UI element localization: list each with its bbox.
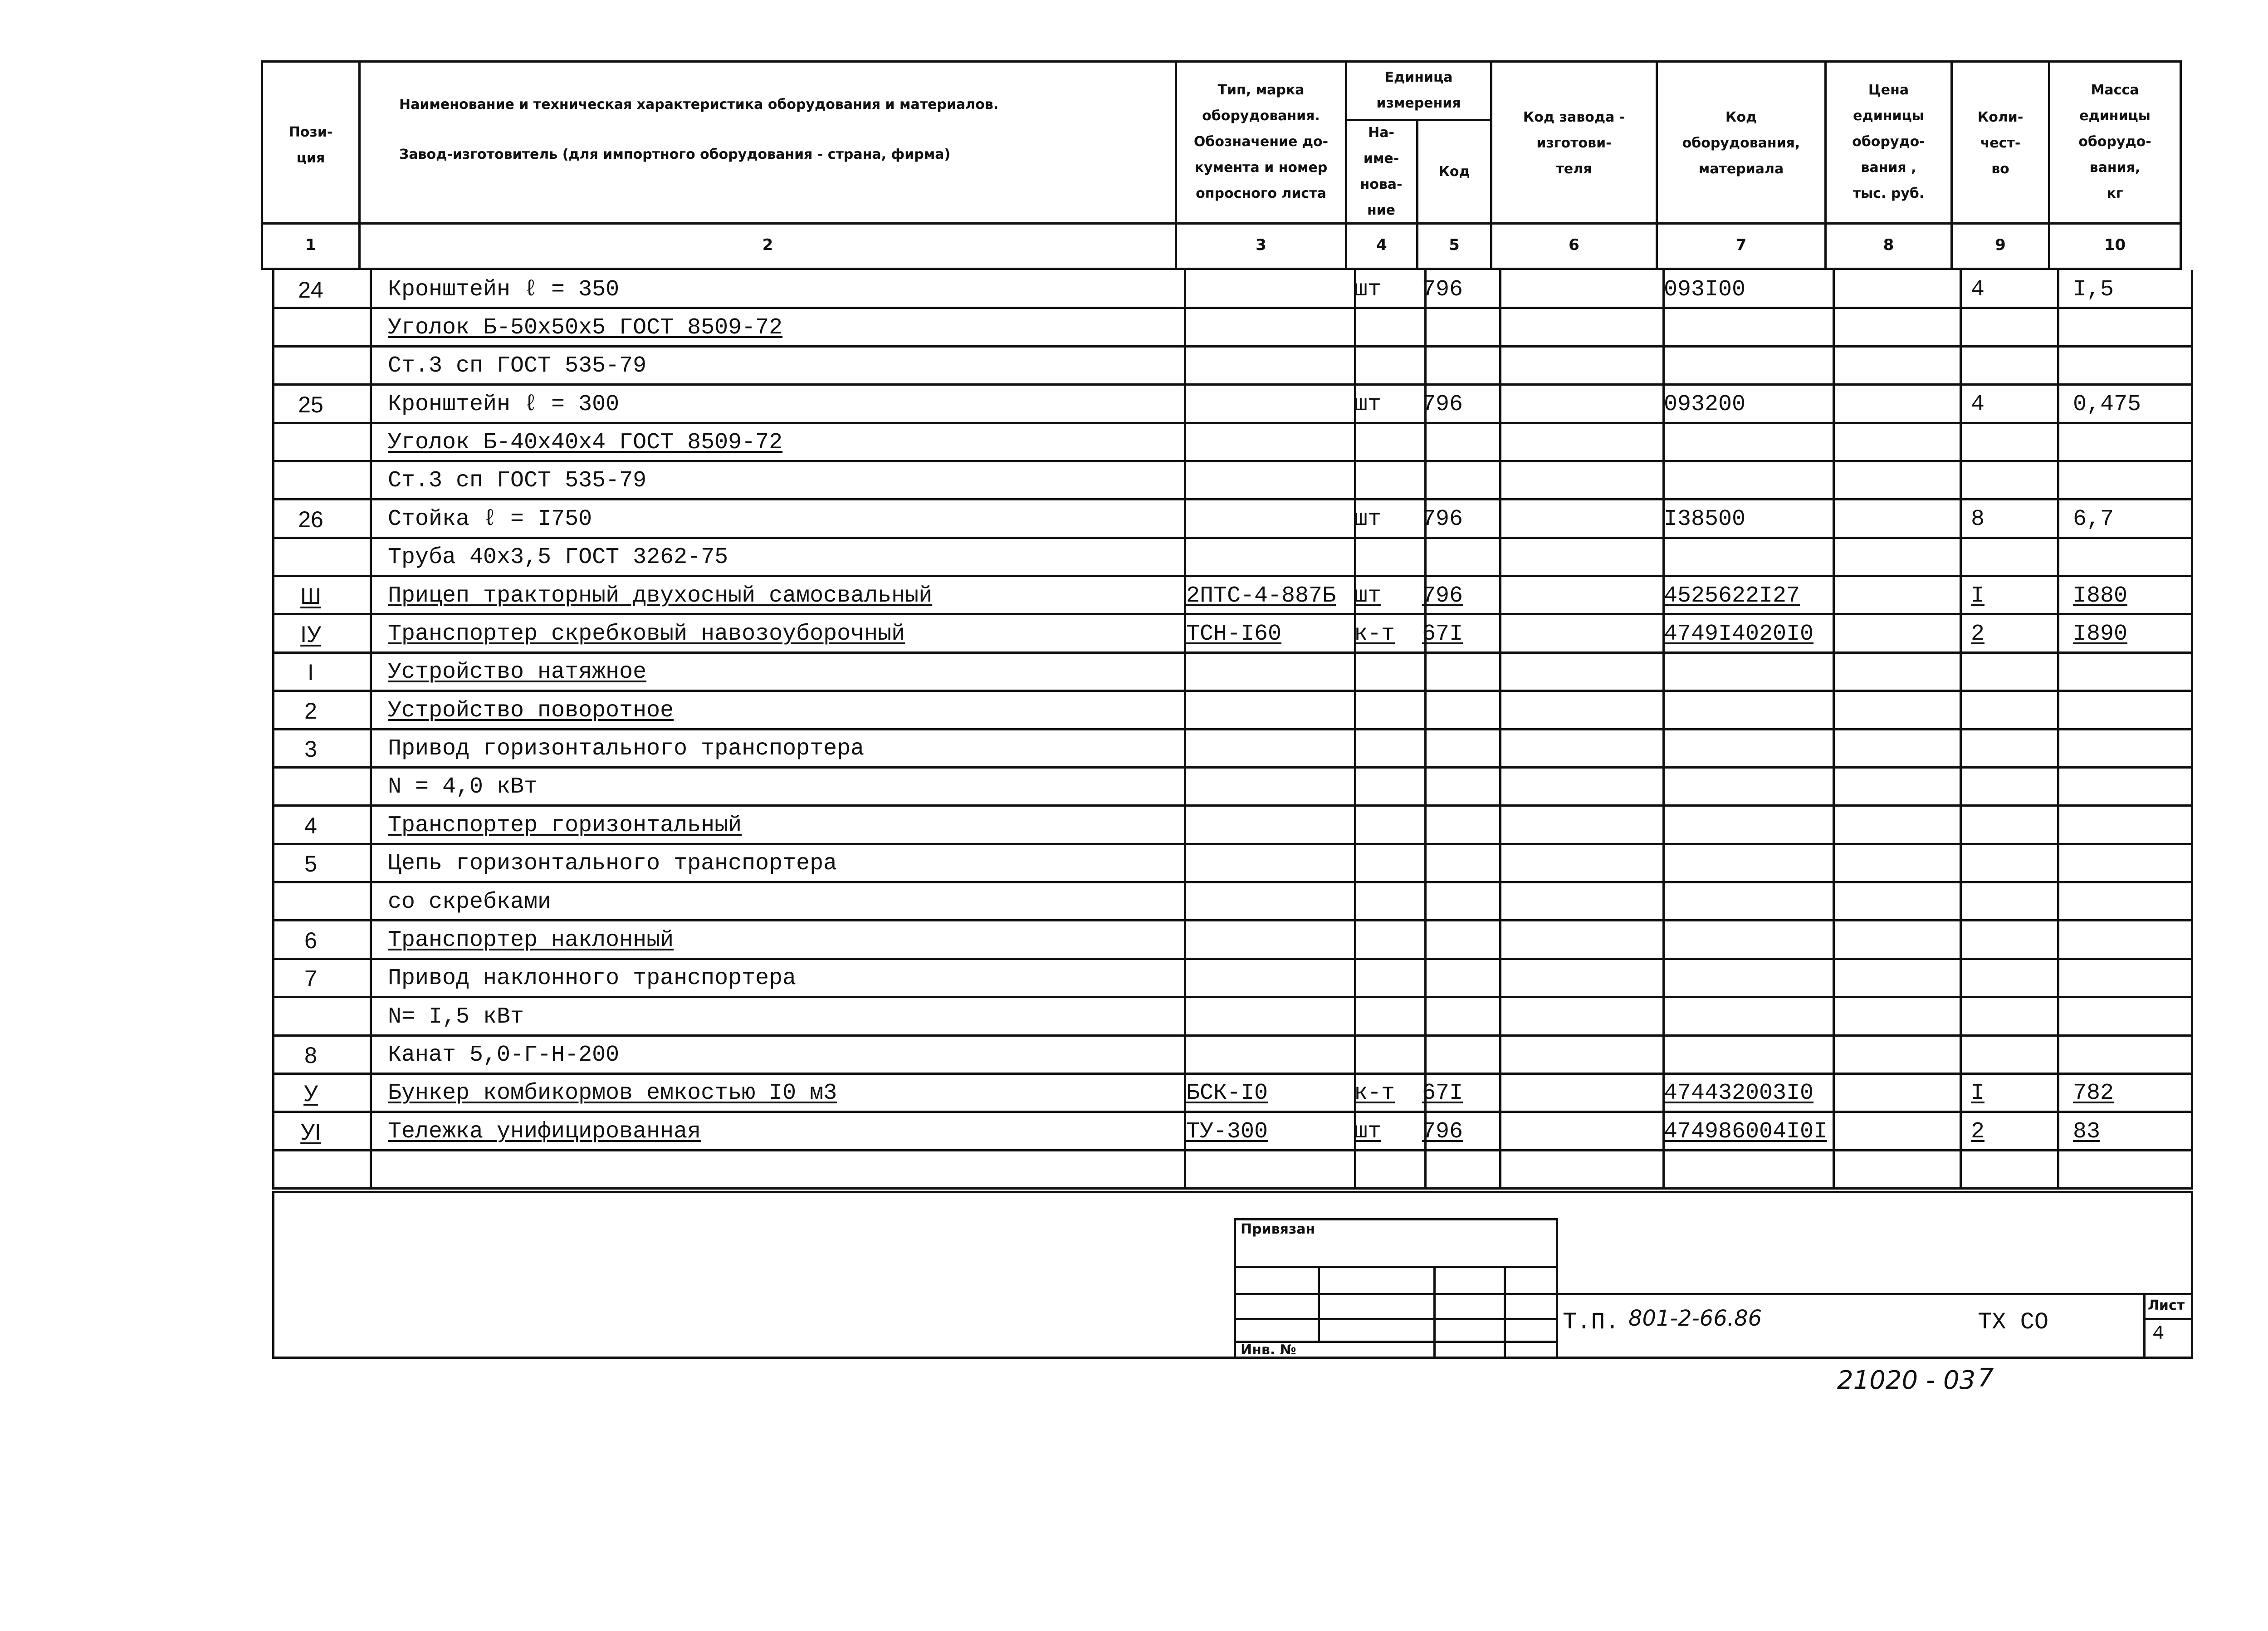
table-row-line bbox=[272, 613, 2193, 615]
column-number: 1 bbox=[305, 236, 316, 254]
cell-mass: I880 bbox=[2073, 583, 2128, 609]
privyazan-box-vline bbox=[1433, 1266, 1436, 1357]
cell-name: Кронштейн ℓ = 300 bbox=[388, 391, 620, 417]
table-row-line bbox=[272, 575, 2193, 577]
cell-mass: 6,7 bbox=[2073, 506, 2114, 532]
cell-code: 67I bbox=[1422, 1080, 1463, 1107]
sheet-number: 4 bbox=[2152, 1322, 2165, 1345]
cell-mcode: 474986004I0I bbox=[1664, 1118, 1828, 1145]
column-number: 8 bbox=[1883, 236, 1894, 254]
cell-name: N= I,5 кВт bbox=[388, 1004, 524, 1030]
cell-mcode: 4525622I27 bbox=[1664, 583, 1800, 609]
archive-number: 21020 - 03 bbox=[1837, 1366, 1976, 1395]
table-row-line bbox=[272, 1111, 2193, 1113]
table-row-line bbox=[272, 881, 2193, 883]
cell-name: Кронштейн ℓ = 350 bbox=[388, 276, 620, 303]
table-row-line bbox=[272, 498, 2193, 500]
cell-mcode: 093I00 bbox=[1664, 276, 1746, 303]
header-unit: Единица измерения bbox=[1376, 69, 1461, 111]
table-row-line bbox=[272, 307, 2193, 309]
column-number: 10 bbox=[2104, 236, 2126, 254]
cell-name: Уголок Б-50х50х5 ГОСТ 8509-72 bbox=[388, 314, 783, 341]
table-row-line bbox=[272, 460, 2193, 462]
cell-type: 2ПТС-4-887Б bbox=[1186, 583, 1336, 609]
cell-qty: 4 bbox=[1971, 276, 1985, 303]
cell-unit: шт bbox=[1354, 506, 1382, 532]
privyazan-box-vline bbox=[1234, 1218, 1236, 1357]
cell-code: 67I bbox=[1422, 621, 1463, 647]
header-unit-name: На- име- нова- ние bbox=[1360, 125, 1403, 218]
table-row-line bbox=[272, 996, 2193, 998]
cell-mcode: 474432003I0 bbox=[1664, 1080, 1814, 1107]
header-name-line1: Наименование и техническая характеристика оборудования и материалов. bbox=[399, 96, 999, 113]
privyazan-box-line bbox=[1234, 1318, 1556, 1320]
cell-unit: к-т bbox=[1354, 621, 1395, 647]
table-row-line bbox=[272, 728, 2193, 730]
stamp-left-line bbox=[272, 1191, 274, 1358]
cell-name: Труба 40х3,5 ГОСТ 3262-75 bbox=[388, 544, 728, 571]
cell-name: Ст.3 сп ГОСТ 535-79 bbox=[388, 468, 647, 494]
header-name-line2: Завод-изготовитель (для импортного оборудования - страна, фирма) bbox=[399, 146, 951, 162]
sheet-box-vline bbox=[2143, 1293, 2146, 1357]
stamp-right-line bbox=[2191, 1191, 2193, 1358]
cell-name: Цепь горизонтального транспортера bbox=[388, 851, 837, 877]
header-vline bbox=[2180, 60, 2182, 269]
cell-type: ТСН-I60 bbox=[1186, 621, 1282, 647]
cell-name: Стойка ℓ = I750 bbox=[388, 506, 592, 532]
cell-type: БСК-I0 bbox=[1186, 1080, 1268, 1107]
table-row-line bbox=[272, 804, 2193, 807]
cell-qty: 8 bbox=[1971, 506, 1985, 532]
archive-page: 7 bbox=[1978, 1363, 1994, 1393]
sheet-label: Лист bbox=[2148, 1298, 2185, 1313]
cell-name: Устройство натяжное bbox=[388, 659, 647, 686]
table-row-line bbox=[272, 843, 2193, 845]
cell-qty: 2 bbox=[1971, 1118, 1985, 1145]
cell-pos: 3 bbox=[304, 736, 317, 762]
cell-mass: 782 bbox=[2073, 1080, 2114, 1107]
cell-pos: I bbox=[308, 660, 314, 686]
column-number: 2 bbox=[762, 236, 773, 254]
column-number: 3 bbox=[1256, 236, 1266, 254]
cell-unit: шт bbox=[1354, 1118, 1382, 1145]
table-top-border bbox=[261, 60, 2182, 63]
cell-name: Транспортер наклонный bbox=[388, 927, 674, 953]
header-factory-code: Код завода - изготови- теля bbox=[1523, 109, 1625, 177]
cell-code: 796 bbox=[1422, 506, 1463, 532]
header-material-code: Код оборудования, материала bbox=[1682, 109, 1800, 177]
header-position: Пози- ция bbox=[288, 124, 333, 166]
privyazan-box-top bbox=[1234, 1218, 1556, 1220]
table-row-line bbox=[272, 1149, 2193, 1151]
table-row-line bbox=[272, 537, 2193, 539]
privyazan-box-line bbox=[1234, 1266, 1556, 1268]
cell-pos: 4 bbox=[304, 813, 317, 838]
cell-pos: УI bbox=[300, 1119, 321, 1145]
cell-pos: IУ bbox=[300, 621, 321, 647]
cell-pos: 26 bbox=[298, 506, 323, 532]
privyazan-label: Привязан bbox=[1241, 1221, 1315, 1237]
cell-mass: I,5 bbox=[2073, 276, 2114, 303]
cell-pos: Ш bbox=[300, 583, 321, 609]
sheet-box-line bbox=[2143, 1318, 2191, 1320]
table-row-line bbox=[272, 383, 2193, 386]
cell-pos: 7 bbox=[304, 966, 317, 992]
cell-name: N = 4,0 кВт bbox=[388, 774, 538, 800]
header-unit-code: Код bbox=[1438, 163, 1470, 180]
section-code: ТХ СО bbox=[1978, 1309, 2049, 1336]
cell-name: Тележка унифицированная bbox=[388, 1118, 701, 1145]
cell-name: Транспортер скребковый навозоуборочный bbox=[388, 621, 905, 647]
privyazan-box-line bbox=[1234, 1293, 2191, 1295]
column-number: 7 bbox=[1735, 236, 1747, 254]
cell-name: Бункер комбикормов емкостью I0 м3 bbox=[388, 1080, 837, 1107]
cell-mcode: 4749I4020I0 bbox=[1664, 621, 1814, 647]
cell-code: 796 bbox=[1422, 276, 1463, 303]
cell-name: Устройство поворотное bbox=[388, 697, 674, 724]
header-bottom-line bbox=[261, 222, 2182, 225]
cell-qty: I bbox=[1971, 1080, 1985, 1107]
cell-name: Привод наклонного транспортера bbox=[388, 965, 797, 992]
cell-name: Прицеп тракторный двухосный самосвальный bbox=[388, 583, 933, 609]
cell-pos: 5 bbox=[304, 851, 317, 877]
cell-name: со скребками bbox=[388, 889, 552, 915]
cell-pos: 8 bbox=[304, 1043, 317, 1068]
column-number: 5 bbox=[1449, 236, 1460, 254]
cell-name: Канат 5,0-Г-Н-200 bbox=[388, 1042, 620, 1068]
privyazan-box-vline bbox=[1318, 1266, 1320, 1343]
cell-pos: 6 bbox=[304, 927, 317, 953]
header-type: Тип, марка оборудования. Обозначение до- кумента и номер опросного листа bbox=[1193, 82, 1329, 201]
cell-mcode: 093200 bbox=[1664, 391, 1746, 417]
cell-unit: шт bbox=[1354, 583, 1382, 609]
cell-pos: 25 bbox=[298, 392, 323, 417]
cell-mcode: I38500 bbox=[1664, 506, 1746, 532]
table-row-line bbox=[272, 345, 2193, 348]
cell-mass: 83 bbox=[2073, 1118, 2101, 1145]
column-number: 9 bbox=[1995, 236, 2006, 254]
table-row-line bbox=[272, 919, 2193, 921]
cell-name: Привод горизонтального транспортера bbox=[388, 736, 865, 762]
table-row-line bbox=[272, 1187, 2193, 1190]
privyazan-box-vline bbox=[1504, 1266, 1506, 1357]
stamp-top-line bbox=[272, 1191, 2193, 1193]
cell-qty: I bbox=[1971, 583, 1985, 609]
cell-code: 796 bbox=[1422, 1118, 1463, 1145]
cell-name: Транспортер горизонтальный bbox=[388, 812, 742, 838]
cell-unit: шт bbox=[1354, 391, 1382, 417]
cell-pos: У bbox=[303, 1081, 318, 1107]
table-row-line bbox=[272, 766, 2193, 769]
cell-name: Уголок Б-40х40х4 ГОСТ 8509-72 bbox=[388, 430, 783, 456]
table-row-line bbox=[272, 1034, 2193, 1037]
stamp-bottom-line bbox=[272, 1357, 2193, 1359]
cell-type: ТУ-300 bbox=[1186, 1118, 1268, 1145]
table-row-line bbox=[272, 690, 2193, 692]
privyazan-box-vline bbox=[1556, 1218, 1558, 1357]
cell-unit: к-т bbox=[1354, 1080, 1395, 1107]
doc-prefix: Т.П. bbox=[1563, 1309, 1619, 1336]
cell-code: 796 bbox=[1422, 583, 1463, 609]
header-mass: Масса единицы оборудо- вания, кг bbox=[2078, 82, 2151, 201]
cell-pos: 2 bbox=[304, 698, 317, 724]
cell-qty: 4 bbox=[1971, 391, 1985, 417]
column-number: 4 bbox=[1376, 236, 1387, 254]
cell-qty: 2 bbox=[1971, 621, 1985, 647]
table-row-line bbox=[272, 958, 2193, 960]
cell-unit: шт bbox=[1354, 276, 1382, 303]
column-number: 6 bbox=[1569, 236, 1579, 254]
cell-name: Ст.3 сп ГОСТ 535-79 bbox=[388, 353, 647, 379]
inventory-number-label: Инв. № bbox=[1241, 1342, 1296, 1358]
table-row-line bbox=[272, 1073, 2193, 1075]
header-price: Цена единицы оборудо- вания , тыс. руб. bbox=[1852, 82, 1925, 201]
header-quantity: Коли- чест- во bbox=[1977, 109, 2024, 177]
doc-number: 801-2-66.86 bbox=[1628, 1306, 1762, 1331]
table-row-line bbox=[272, 651, 2193, 654]
cell-mass: I890 bbox=[2073, 621, 2128, 647]
colnum-bottom-line bbox=[261, 268, 2182, 270]
cell-pos: 24 bbox=[298, 277, 323, 303]
cell-code: 796 bbox=[1422, 391, 1463, 417]
cell-mass: 0,475 bbox=[2073, 391, 2141, 417]
table-row-line bbox=[272, 422, 2193, 424]
